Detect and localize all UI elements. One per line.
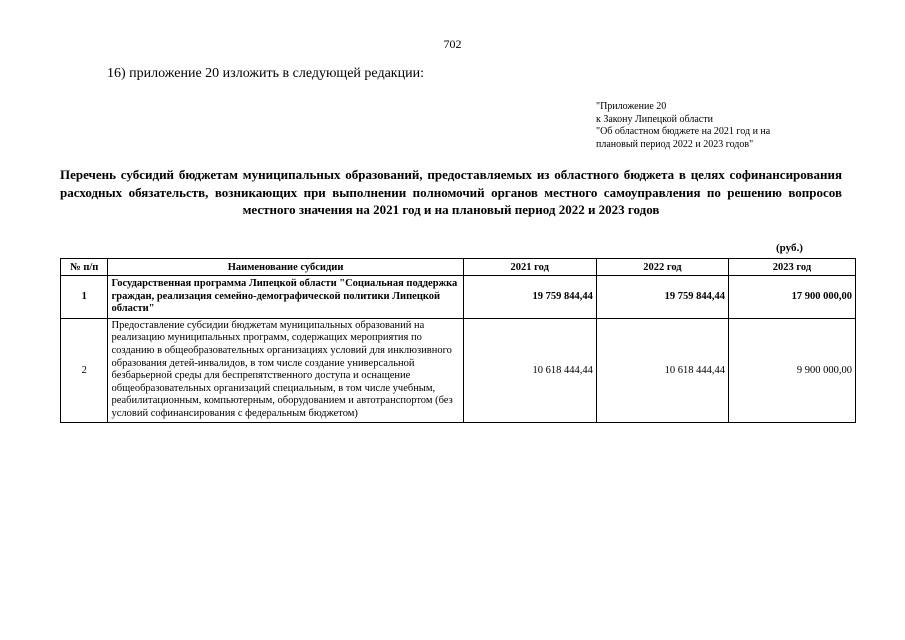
appendix-note-line: плановый период 2022 и 2023 годов" [596,138,754,150]
amendment-intro: 16) приложение 20 изложить в следующей редакции: [107,66,424,81]
currency-note: (руб.) [776,242,803,254]
amount-2021: 10 618 444,44 [463,318,596,422]
table-row [61,276,856,319]
subsidies-table [60,258,856,423]
amount-2023: 9 900 000,00 [728,318,855,422]
appendix-note-line: "Об областном бюджете на 2021 год и на [596,126,771,137]
appendix-note-line: "Приложение 20 [596,101,667,112]
header-name: Наименование субсидии [108,259,463,276]
row-number: 1 [61,276,108,319]
subsidy-name: Предоставление субсидии бюджетам муниципальных образований на реализацию муниципальных программ, содержащих мероприятия по созданию в общеобразовательных организациях условий для инклюзивного образования детей-инвалидов, в том числе создание универсальной безбарьерной среды для беспрепятственного доступа и оснащение общеобразовательных организаций специальным, в том числе учебным, реабилитационным, компьютерным, оборудованием и автотранспортом (без условий софинансирования с федеральным бюджетом) [108,318,463,422]
appendix-note-line: к Закону Липецкой области [596,113,713,125]
amount-2021: 19 759 844,44 [463,276,596,319]
row-number: 2 [61,318,108,422]
page-number: 702 [443,37,462,51]
table-row [61,318,856,422]
header-2023: 2023 год [728,259,855,276]
table-header-row [61,259,856,276]
appendix-note [596,101,770,151]
header-2022: 2022 год [596,259,728,276]
amount-2022: 19 759 844,44 [596,276,728,319]
subsidy-name: Государственная программа Липецкой области "Социальная поддержка граждан, реализация семейно-демографической политики Липецкой области" [108,276,463,319]
header-2021: 2021 год [463,259,596,276]
amount-2022: 10 618 444,44 [596,318,728,422]
header-num: № п/п [61,259,108,276]
document-title: Перечень субсидий бюджетам муниципальных образований, предоставляемых из областного бюджета в целях софинансирования расходных обязательств, возникающих при выполнении полномочий органов местного самоуправления по решению вопросов местного значения на 2021 год и на плановый период 2022 и 2023 годов [60,167,842,217]
amount-2023: 17 900 000,00 [728,276,855,319]
